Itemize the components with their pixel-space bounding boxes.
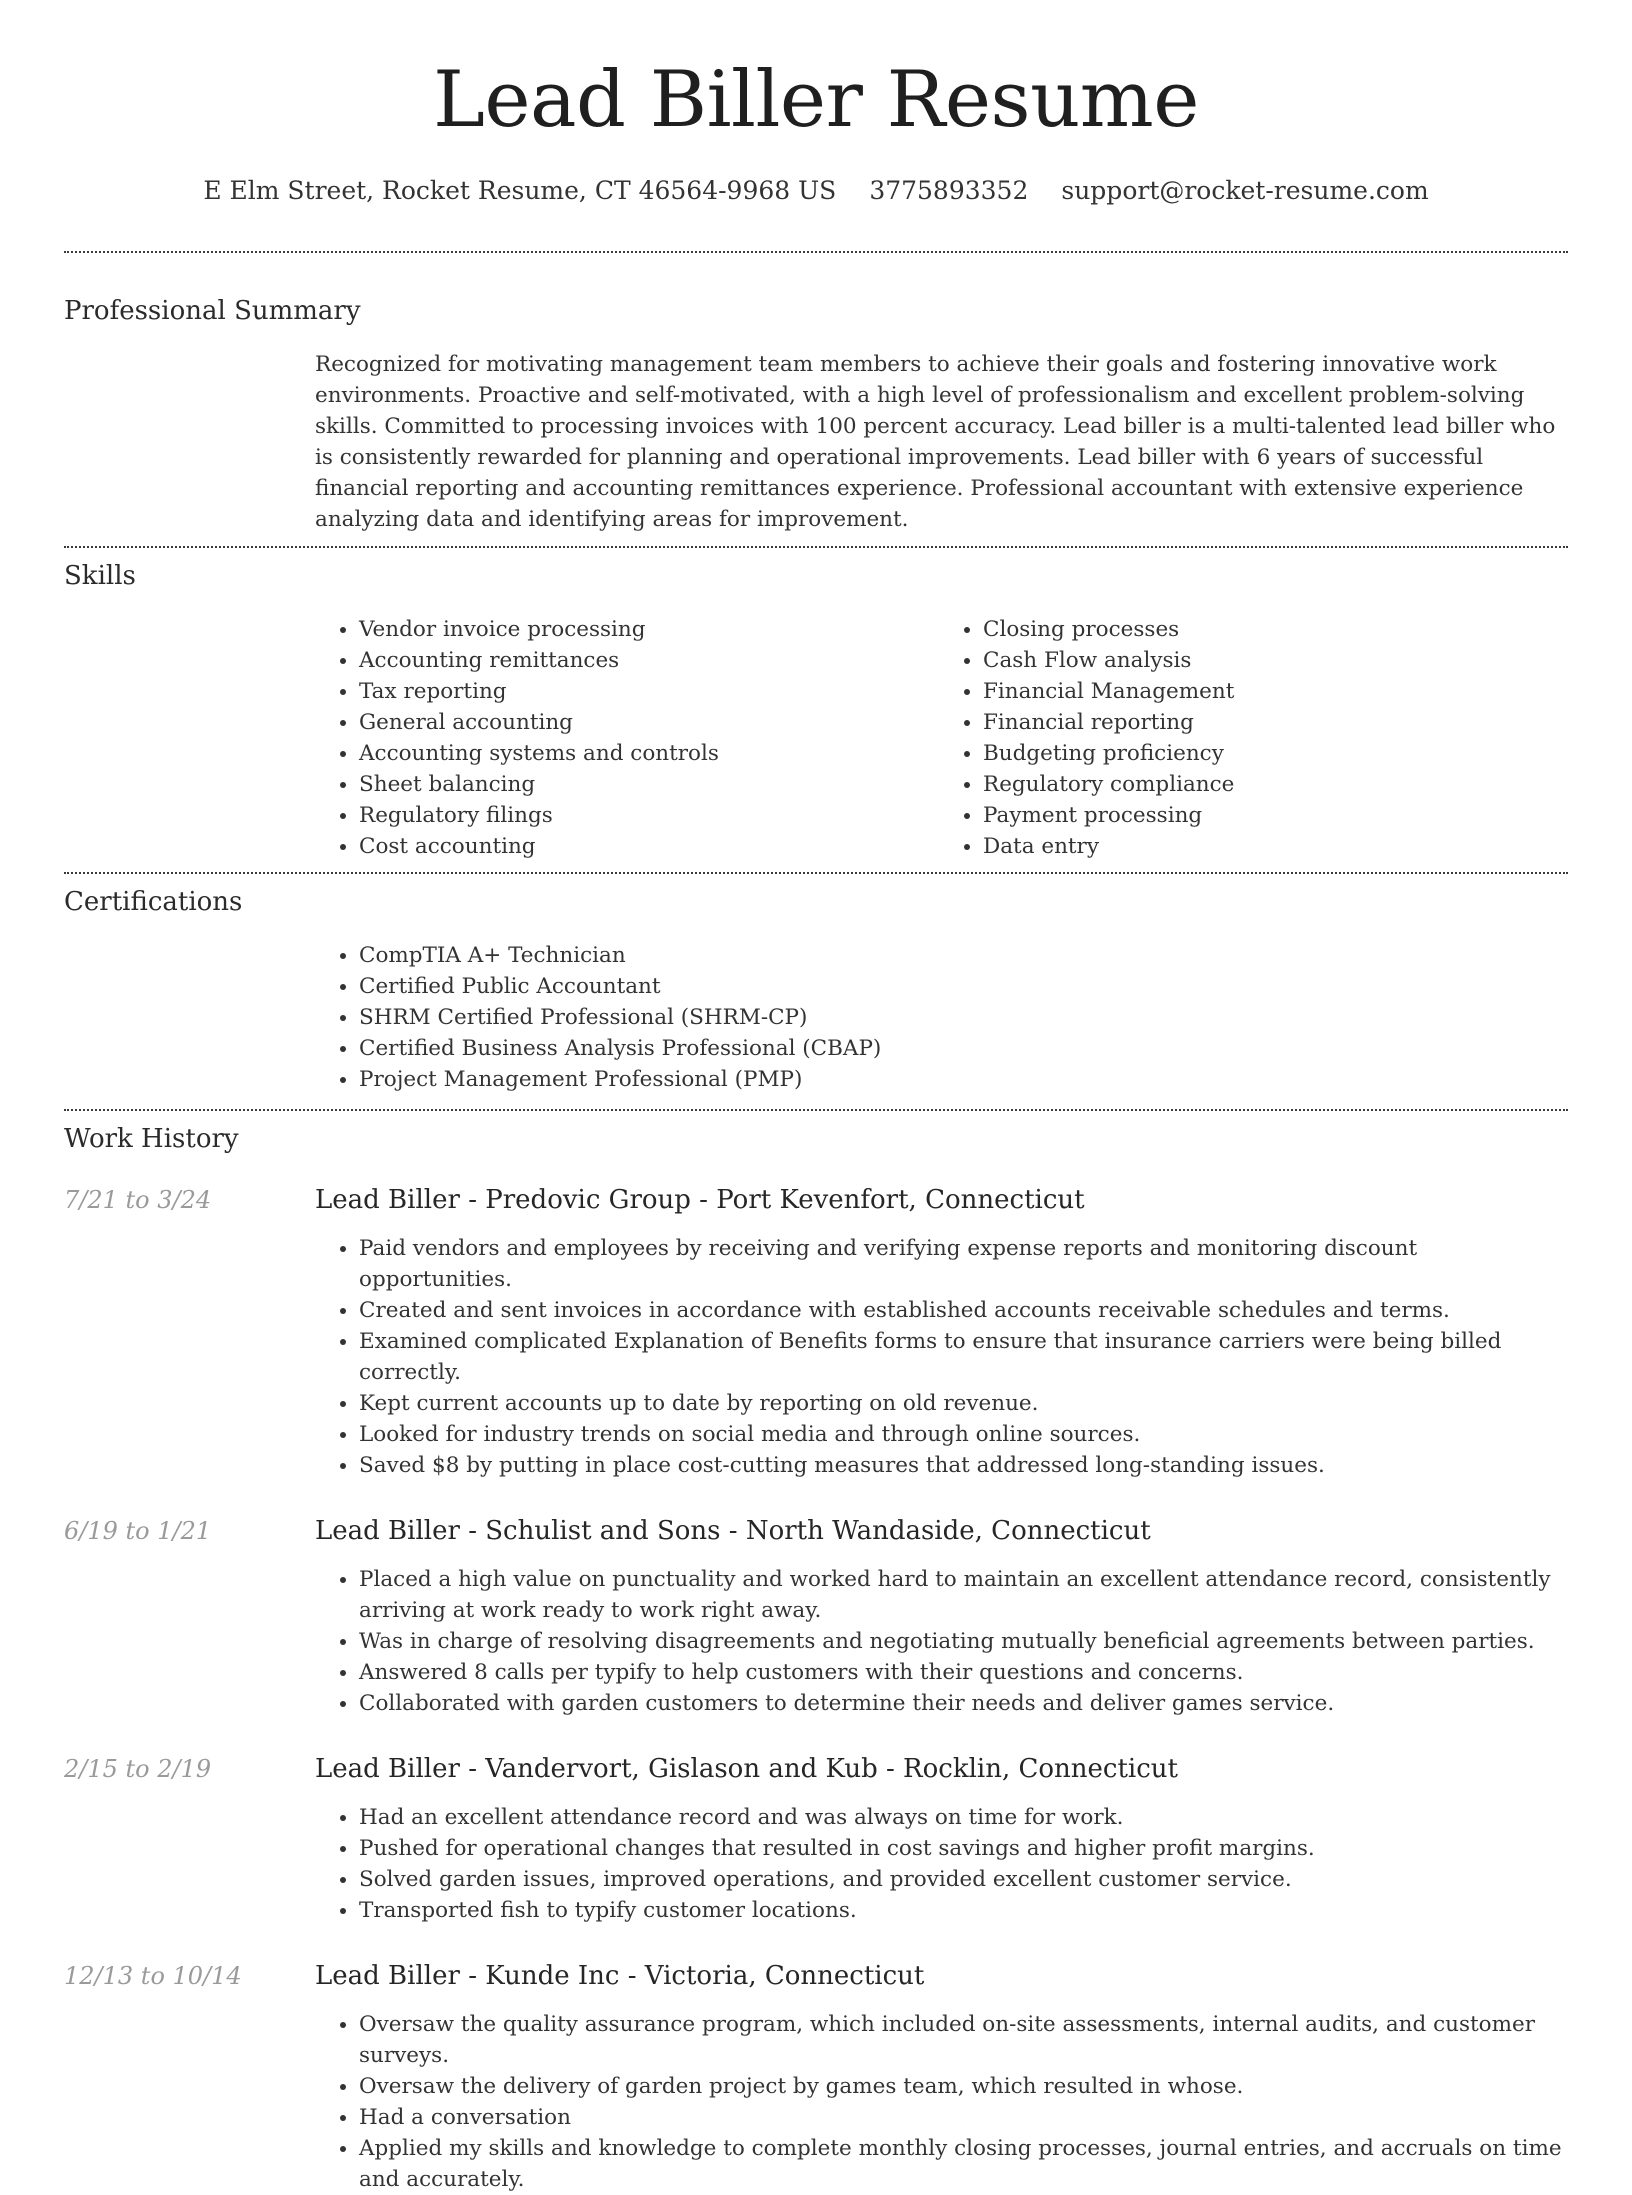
professional-summary-section — [64, 293, 1568, 535]
job-detail — [315, 1514, 1568, 1719]
job-detail — [315, 1752, 1568, 1926]
list-item: • Transported fish to typify customer locations. — [359, 1895, 1568, 1926]
list-item: • Certified Business Analysis Professional (CBAP) — [359, 1033, 1563, 1064]
job-bullets — [315, 1564, 1568, 1719]
list-item: • Paid vendors and employees by receiving and verifying expense reports and monitoring discount opportunities. — [359, 1233, 1568, 1295]
list-item: • Cost accounting — [359, 831, 939, 862]
job-bullets — [315, 1233, 1568, 1481]
contact-email: support@rocket-resume.com — [1061, 176, 1429, 205]
skills-list-left — [315, 614, 939, 862]
job-dates: 7/21 to 3/24 — [64, 1186, 212, 1214]
list-item: • Payment processing — [983, 800, 1563, 831]
resume-title: Lead Biller Resume — [433, 55, 1199, 145]
list-item: • Looked for industry trends on social media and through online sources. — [359, 1419, 1568, 1450]
list-item: • Was in charge of resolving disagreements and negotiating mutually beneficial agreements between parties. — [359, 1626, 1568, 1657]
list-item: • Examined complicated Explanation of Benefits forms to ensure that insurance carriers were being billed correctly. — [359, 1326, 1568, 1388]
divider — [64, 251, 1568, 253]
job-dates: 12/13 to 10/14 — [64, 1962, 242, 1990]
list-item: • Had a conversation — [359, 2102, 1568, 2133]
list-item: • Regulatory filings — [359, 800, 939, 831]
list-item: • General accounting — [359, 707, 939, 738]
section-heading: Certifications — [64, 887, 243, 917]
job-entry — [64, 1959, 1568, 2195]
skills-list-right — [939, 614, 1563, 862]
divider — [64, 1109, 1568, 1111]
skills-section — [64, 558, 1568, 862]
list-item: • Accounting systems and controls — [359, 738, 939, 769]
job-bullets — [315, 2009, 1568, 2195]
list-item: • Oversaw the quality assurance program, which included on-site assessments, internal audits, and customer surveys. — [359, 2009, 1568, 2071]
job-entry — [64, 1183, 1568, 1481]
list-item: • Certified Public Accountant — [359, 971, 1563, 1002]
list-item: • Solved garden issues, improved operations, and provided excellent customer service. — [359, 1864, 1568, 1895]
list-item: • Sheet balancing — [359, 769, 939, 800]
list-item: • Pushed for operational changes that resulted in cost savings and higher profit margins. — [359, 1833, 1568, 1864]
job-title: Lead Biller - Kunde Inc - Victoria, Connecticut — [315, 1961, 925, 1991]
job-bullets — [315, 1802, 1568, 1926]
job-title: Lead Biller - Predovic Group - Port Kevenfort, Connecticut — [315, 1185, 1085, 1215]
list-item: • Budgeting proficiency — [983, 738, 1563, 769]
list-item: • Oversaw the delivery of garden project by games team, which resulted in whose. — [359, 2071, 1568, 2102]
job-detail — [315, 1183, 1568, 1481]
job-title: Lead Biller - Vandervort, Gislason and Kub - Rocklin, Connecticut — [315, 1754, 1179, 1784]
job-title: Lead Biller - Schulist and Sons - North Wandaside, Connecticut — [315, 1516, 1151, 1546]
list-item: • Tax reporting — [359, 676, 939, 707]
section-heading: Professional Summary — [64, 296, 361, 326]
job-dates: 6/19 to 1/21 — [64, 1517, 212, 1545]
list-item: • Placed a high value on punctuality and worked hard to maintain an excellent attendance record, consistently arriving at work ready to work right away. — [359, 1564, 1568, 1626]
list-item: • SHRM Certified Professional (SHRM-CP) — [359, 1002, 1563, 1033]
list-item: • Vendor invoice processing — [359, 614, 939, 645]
contact-phone: 3775893352 — [869, 176, 1029, 205]
resume-page — [64, 0, 1568, 2195]
job-entry — [64, 1752, 1568, 1926]
certifications-body — [315, 940, 1563, 1095]
list-item: • Regulatory compliance — [983, 769, 1563, 800]
list-item: • Had an excellent attendance record and was always on time for work. — [359, 1802, 1568, 1833]
work-history-section — [64, 1121, 1568, 2195]
certifications-list — [315, 940, 1563, 1095]
list-item: • Saved $8 by putting in place cost-cutting measures that addressed long-standing issues. — [359, 1450, 1568, 1481]
section-heading: Work History — [64, 1124, 239, 1154]
list-item: • Data entry — [983, 831, 1563, 862]
list-item: • Kept current accounts up to date by reporting on old revenue. — [359, 1388, 1568, 1419]
divider — [64, 546, 1568, 548]
list-item: • Cash Flow analysis — [983, 645, 1563, 676]
contact-address: E Elm Street, Rocket Resume, CT 46564-9968 US — [203, 176, 837, 205]
list-item: • Closing processes — [983, 614, 1563, 645]
list-item: • Project Management Professional (PMP) — [359, 1064, 1563, 1095]
job-dates: 2/15 to 2/19 — [64, 1755, 212, 1783]
section-heading: Skills — [64, 561, 136, 591]
list-item: • CompTIA A+ Technician — [359, 940, 1563, 971]
job-detail — [315, 1959, 1568, 2195]
list-item: • Applied my skills and knowledge to complete monthly closing processes, journal entries, and accruals on time and accurately. — [359, 2133, 1568, 2195]
divider — [64, 872, 1568, 874]
skills-columns — [315, 614, 1563, 862]
list-item: • Financial reporting — [983, 707, 1563, 738]
list-item: • Answered 8 calls per typify to help customers with their questions and concerns. — [359, 1657, 1568, 1688]
list-item: • Created and sent invoices in accordance with established accounts receivable schedules and terms. — [359, 1295, 1568, 1326]
list-item: • Accounting remittances — [359, 645, 939, 676]
list-item: • Financial Management — [983, 676, 1563, 707]
summary-text: Recognized for motivating management team members to achieve their goals and fostering innovative work environments. Proactive and self-motivated, with a high level of professionalism and excellent problem-solving skills. Committed to processing invoices with 100 percent accuracy. Lead biller is a multi-talented lead biller who is consistently rewarded for planning and operational improvements. Lead biller with 6 years of successful financial reporting and accounting remittances experience. Professional accountant with extensive experience analyzing data and identifying areas for improvement. — [315, 352, 1556, 532]
list-item: • Collaborated with garden customers to determine their needs and deliver games service. — [359, 1688, 1568, 1719]
contact-line — [64, 174, 1568, 208]
certifications-section — [64, 884, 1568, 1095]
job-entry — [64, 1514, 1568, 1719]
